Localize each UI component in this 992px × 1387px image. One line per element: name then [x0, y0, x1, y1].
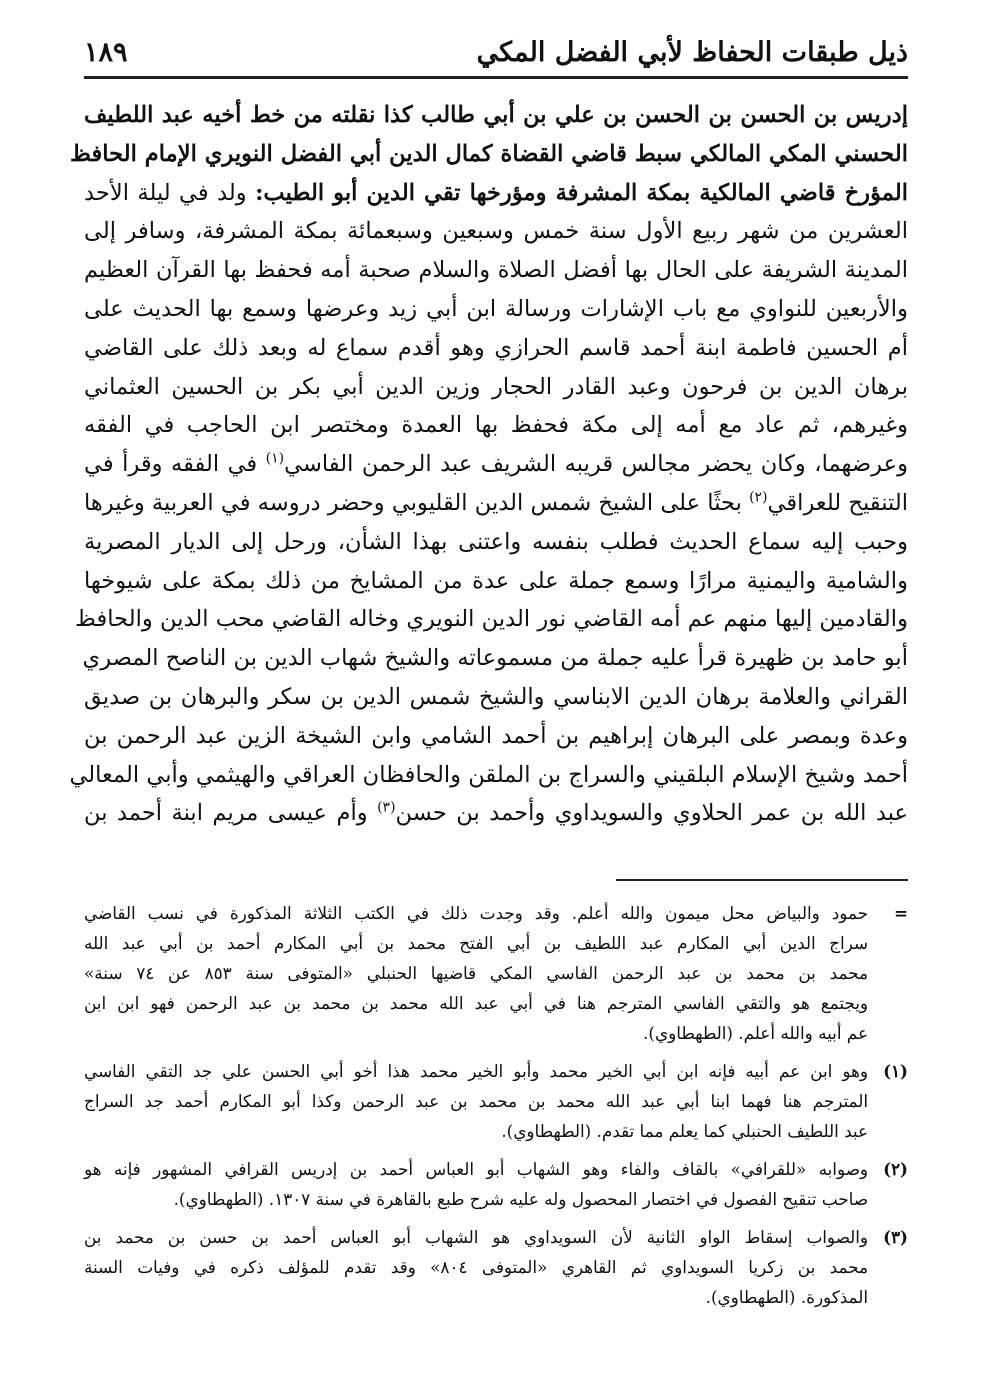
footnote-1: [84, 1056, 908, 1146]
page-number: ١٨٩: [84, 36, 128, 68]
text-segment: وأم عيسى مريم ابنة أحمد بن: [84, 800, 368, 827]
text-line: [84, 794, 908, 833]
text-segment: بحثًا على الشيخ شمس الدين القليوبي وحضر دروسه في العربية وغيرها: [83, 489, 742, 516]
footnote-2: [84, 1154, 908, 1214]
footnote-line: عم أبيه والله أعلم. (الطهطاوي).: [643, 1023, 868, 1043]
running-title: ذيل طبقات الحفاظ لأبي الفضل المكي: [476, 36, 908, 68]
footnote-line: ويجتمع هو والتقي الفاسي المترجم هنا في أبي عبد الله محمد بن محمد بن عبد الرحمن فهو ابن ابن: [84, 993, 868, 1013]
main-text: [69, 96, 908, 833]
text-line: أحمد وشيخ الإسلام البلقيني والسراج بن الملقن والحافظان العراقي والهيثمي وأبي المعالي: [69, 761, 908, 788]
text-line: [84, 484, 908, 523]
text-line-bold-part: المؤرخ قاضي المالكية بمكة المشرفة ومؤرخها تقي الدين أبو الطيب:: [255, 179, 908, 206]
text-line: وغيرهم، ثم عاد مع أمه إلى مكة فحفظ بها العمدة ومختصر ابن الحاجب في الفقه: [84, 412, 908, 439]
text-line: أم الحسين فاطمة ابنة أحمد قاسم الحرازي وهو أقدم سماع له وبعد ذلك على القاضي: [84, 334, 908, 361]
footnote-3: [84, 1222, 908, 1312]
footnote-body: [84, 1056, 868, 1146]
footnote-line: عبد اللطيف الحنبلي كما يعلم مما تقدم. (الطهطاوي).: [501, 1121, 868, 1141]
text-segment: التنقيح للعراقي: [767, 489, 908, 516]
footnote-line: وهو ابن عم أبيه فإنه ابن أبي الخير محمد وأبو الخير محمد هذا أخو أبي الحسن علي جد التقي الفاسي: [84, 1061, 868, 1081]
text-line: القراني والعلامة برهان الدين الابناسي والشيخ شمس الدين بن سكر والبرهان بن صديق: [84, 683, 908, 710]
footnote-mark: (١): [883, 1061, 908, 1081]
text-line: الحسني المكي المالكي سبط قاضي القضاة كمال الدين أبي الفضل النويري الإمام الحافظ: [70, 140, 908, 167]
footnote-line: حمود والبياض محل ميمون والله أعلم. وقد وجدت ذلك في الكتب الثلاثة المذكورة في نسب القاضي: [84, 903, 868, 923]
footnote-ref-3[interactable]: (٣): [377, 799, 396, 816]
footnotes: [84, 898, 908, 1320]
text-line: [84, 445, 908, 484]
footnote-body: [84, 1222, 868, 1312]
footnote-body: [84, 898, 868, 1048]
text-line: أبو حامد بن ظهيرة قرأ عليه جملة من مسموعاته والشيخ شهاب الدين بن الناصح المصري: [82, 645, 908, 672]
footnote-line: سراج الدين أبي المكارم عبد اللطيف بن أبي الفتح محمد بن أبي المكارم أحمد بن أبي عبد الله: [84, 933, 868, 953]
text-line: وحبب إليه سماع الحديث فطلب بنفسه واعتنى بهذا الشأن، ورحل إلى الديار المصرية: [84, 528, 908, 555]
footnote-line: صاحب تنقيح الفصول في اختصار المحصول وله عليه شرح طبع بالقاهرة في سنة ١٣٠٧. (الطهطاوي).: [173, 1189, 868, 1209]
footnote-divider: [616, 879, 908, 881]
text-segment: عبد الله بن عمر الحلاوي والسويداوي وأحمد بن حسن: [395, 800, 908, 827]
page-header: [84, 28, 908, 79]
text-segment: وعرضهما، وكان يحضر مجالس قريبه الشريف عبد الرحمن الفاسي: [284, 451, 908, 478]
text-line: إدريس بن الحسن بن الحسن بن علي بن أبي طالب كذا نقلته من خط أخيه عبد اللطيف: [84, 102, 908, 128]
footnote-line: محمد بن زكريا السويداوي ثم القاهري «المتوفى ٨٠٤» وقد تقدم للمؤلف ذكره في وفيات السنة: [84, 1257, 868, 1277]
footnote-line: محمد بن محمد بن عبد الرحمن الفاسي المكي قاضيها الحنبلي «المتوفى سنة ٨٥٣ عن ٧٤ سنة»: [84, 963, 868, 983]
text-line: والقادمين إليها منهم عم أمه القاضي نور الدين النويري وخاله القاضي محب الدين والحافظ: [75, 606, 908, 633]
text-segment: في الفقه وقرأ في: [84, 451, 258, 478]
footnote-mark: (٣): [883, 1227, 908, 1247]
footnote-mark: (٢): [883, 1159, 908, 1179]
footnote-line: والصواب إسقاط الواو الثانية لأن السويداوي هو الشهاب أبو العباس أحمد بن حسن بن محمد بن: [84, 1227, 868, 1247]
text-line: العشرين من شهر ربيع الأول سنة خمس وسبعين وسبعمائة بمكة المشرفة، وسافر إلى: [84, 218, 908, 245]
text-line-regular-part: ولد في ليلة الأحد: [84, 179, 256, 206]
text-line: برهان الدين بن فرحون وعبد القادر الحجار وزين الدين أبي بكر بن الحسين العثماني: [84, 373, 908, 400]
footnote-ref-2[interactable]: (٢): [749, 489, 768, 506]
footnote-mark: =: [893, 903, 908, 923]
text-line: المدينة الشريفة على الحال بها أفضل الصلاة والسلام صحبة أمه فحفظ بها القرآن العظيم: [84, 257, 908, 284]
footnote-line: المترجم هنا فهما ابنا أبي عبد الله محمد بن محمد بن عبد الرحمن وكذا أبو المكارم أحمد جد السراج: [84, 1091, 868, 1111]
footnote-line: المذكورة. (الطهطاوي).: [705, 1287, 868, 1307]
footnote-continued: [84, 898, 908, 1048]
text-line: والشامية واليمنية مرارًا وسمع جملة على عدة من المشايخ من ذلك بمكة على شيوخها: [84, 567, 908, 594]
footnote-ref-1[interactable]: (١): [265, 450, 285, 467]
text-line: والأربعين للنواوي مع باب الإشارات ورسالة ابن أبي زيد وعرضها وسمع بها الحديث على: [84, 295, 908, 322]
footnote-body: [84, 1154, 868, 1214]
text-line: [84, 174, 908, 213]
text-line: وعدة وبمصر على البرهان إبراهيم بن أحمد الشامي وابن الشيخة الزين عبد الرحمن بن: [84, 722, 908, 749]
footnote-line: وصوابه «للقرافي» بالقاف والفاء وهو الشهاب أبو العباس أحمد بن إدريس القرافي المشهور فإنه هو: [84, 1159, 868, 1179]
